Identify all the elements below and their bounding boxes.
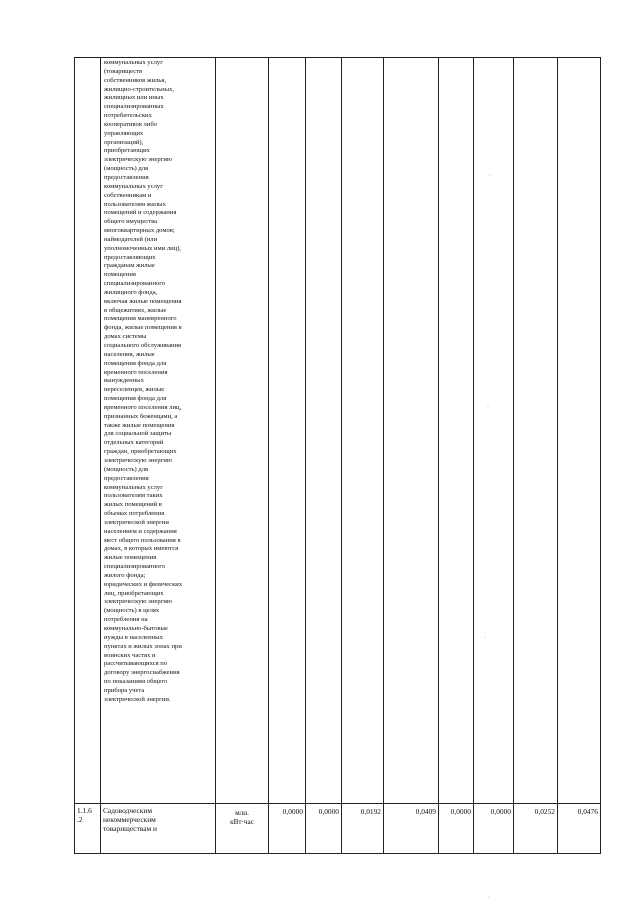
description-line: помещения фонда для	[104, 359, 167, 367]
description-line: воинских частях и	[104, 651, 156, 659]
description-line: жилищно-строительных,	[104, 85, 175, 93]
description-line: (мощность) для	[104, 465, 149, 473]
row-name-line: некоммерческим	[103, 815, 156, 824]
value-cell: 0,0000	[269, 804, 306, 854]
description-line: домах системы	[104, 333, 147, 341]
row-name-line: товариществам и	[103, 824, 157, 833]
description-line: объемах потребления	[104, 510, 165, 518]
description-line: электрическую энергию	[104, 598, 172, 606]
description-line: предоставления	[104, 173, 149, 181]
description-line: потребления на	[104, 616, 148, 624]
description-line: общего имущества	[104, 218, 158, 226]
code-cell-empty	[75, 58, 101, 804]
scan-speck: ·	[488, 895, 490, 901]
description-line: многоквартирных домов;	[104, 227, 175, 235]
description-line: коммунальных услуг	[104, 59, 163, 66]
value-cell-empty	[514, 58, 558, 804]
description-line: в общежитиях, жилые	[104, 306, 167, 314]
description-line: потребительских	[104, 112, 152, 120]
description-line: специализированных	[104, 103, 164, 111]
description-line: переселенцев, жилые	[104, 386, 165, 394]
description-line: помещения	[104, 271, 136, 279]
description-line: лиц, приобретающих	[104, 589, 164, 597]
scan-speck: ·	[484, 635, 486, 641]
value-cell-empty	[342, 58, 384, 804]
description-line: предоставления	[104, 474, 149, 482]
description-line: (товариществ	[104, 67, 143, 75]
description-line: (мощность) для	[104, 165, 149, 173]
description-line: коммунальных услуг	[104, 182, 163, 190]
description-line: коммунально-бытовые	[104, 625, 168, 632]
description-line: населением и содержания	[104, 527, 177, 535]
table-row-1-1-6-2	[75, 804, 601, 854]
description-line: специализированного	[104, 563, 166, 571]
description-line: граждан, приобретающих	[104, 448, 177, 456]
description-line: договору энергоснабжения	[104, 669, 180, 677]
value-cell: 0,0252	[514, 804, 558, 854]
description-line: специализированного	[104, 280, 166, 288]
description-line: временного поселения	[104, 368, 168, 376]
description-line: собственникам и	[104, 191, 152, 199]
description-line: рассчитывающихся по	[104, 660, 168, 668]
description-line: помещений и содержания	[104, 209, 177, 217]
description-line: жилищных или иных	[104, 94, 164, 102]
description-line: пользователям таких	[104, 492, 163, 500]
description-line: прибора учета	[104, 686, 145, 694]
row-name-line: Садоводческим	[103, 806, 153, 815]
value-cell-empty	[384, 58, 439, 804]
description-line: вынужденных	[104, 377, 144, 385]
description-line: пунктах и жилых зонах при	[104, 642, 182, 650]
description-line: жилого фонда;	[104, 571, 146, 579]
description-line: нужды в населенных	[104, 633, 163, 641]
row-code-line2: .2	[77, 815, 83, 824]
value-cell-empty	[558, 58, 601, 804]
unit-line1: млн.	[235, 809, 249, 817]
value-cell: 0,0000	[474, 804, 514, 854]
description-line: по показаниям общего	[104, 678, 168, 686]
description-line: фонда, жилые помещения в	[104, 324, 182, 332]
description-line: домах, в которых имеются	[104, 545, 179, 553]
description-line: уполномоченных ими лиц),	[104, 244, 182, 252]
description-line: коммунальных услуг	[104, 483, 163, 491]
description-line: жилых помещений в	[104, 501, 162, 509]
description-line: наймодателей (или	[104, 235, 158, 243]
description-line: жилищного фонда,	[104, 288, 158, 296]
description-line: жилые помещения	[104, 554, 157, 562]
description-line: приобретающих	[104, 147, 150, 155]
description-line: также жилые помещения	[104, 421, 175, 429]
description-line: предоставляющих	[104, 253, 156, 261]
description-line: социального обслуживания	[104, 342, 182, 349]
unit-line2: кВт·час	[230, 818, 254, 826]
description-line: мест общего пользования в	[104, 536, 181, 544]
value-cell: 0,0000	[439, 804, 474, 854]
description-line: пользователям жилых	[104, 200, 166, 208]
consumer-description-cell	[101, 58, 216, 804]
description-line: (мощность) в целях	[104, 607, 160, 615]
value-cell: 0,0000	[306, 804, 342, 854]
scan-speck: ·	[487, 405, 489, 411]
value-cell: 0,0192	[342, 804, 384, 854]
unit-cell-empty	[216, 58, 269, 804]
value-cell-empty	[474, 58, 514, 804]
description-line: кооперативов либо	[104, 120, 157, 128]
description-line: населения, жилые	[104, 350, 155, 358]
description-line: электрической энергии.	[104, 695, 171, 703]
description-line: помещения маневренного	[104, 315, 177, 323]
description-line: отдельных категорий	[104, 439, 164, 447]
description-line: для социальной защиты	[104, 430, 172, 438]
row-code-cell	[75, 804, 101, 854]
consumption-table	[74, 57, 601, 854]
description-line: электрической энергии	[104, 518, 169, 526]
value-cell: 0,0409	[384, 804, 439, 854]
value-cell-empty	[439, 58, 474, 804]
consumer-description-text	[104, 59, 213, 705]
value-cell-empty	[306, 58, 342, 804]
description-line: электрическую энергию	[104, 456, 172, 464]
description-line: юридических и физических	[104, 580, 183, 588]
row-code-line1: 1.1.6	[77, 806, 92, 815]
description-line: временного поселения лиц,	[104, 403, 182, 411]
description-line: включая жилые помещения	[104, 297, 182, 305]
scan-speck: ·	[489, 173, 491, 179]
description-line: собственников жилья,	[104, 76, 166, 84]
description-line: электрическую энергию	[104, 156, 172, 164]
description-line: организаций),	[104, 138, 144, 146]
description-line: управляющих	[104, 129, 144, 137]
unit-cell	[216, 804, 269, 854]
value-cell: 0,0476	[558, 804, 601, 854]
description-line: гражданам жилые	[104, 262, 155, 270]
table-row-continued	[75, 58, 601, 804]
description-line: помещения фонда для	[104, 395, 167, 403]
row-name-cell	[101, 804, 216, 854]
value-cell-empty	[269, 58, 306, 804]
description-line: признанных беженцами, а	[104, 412, 178, 420]
